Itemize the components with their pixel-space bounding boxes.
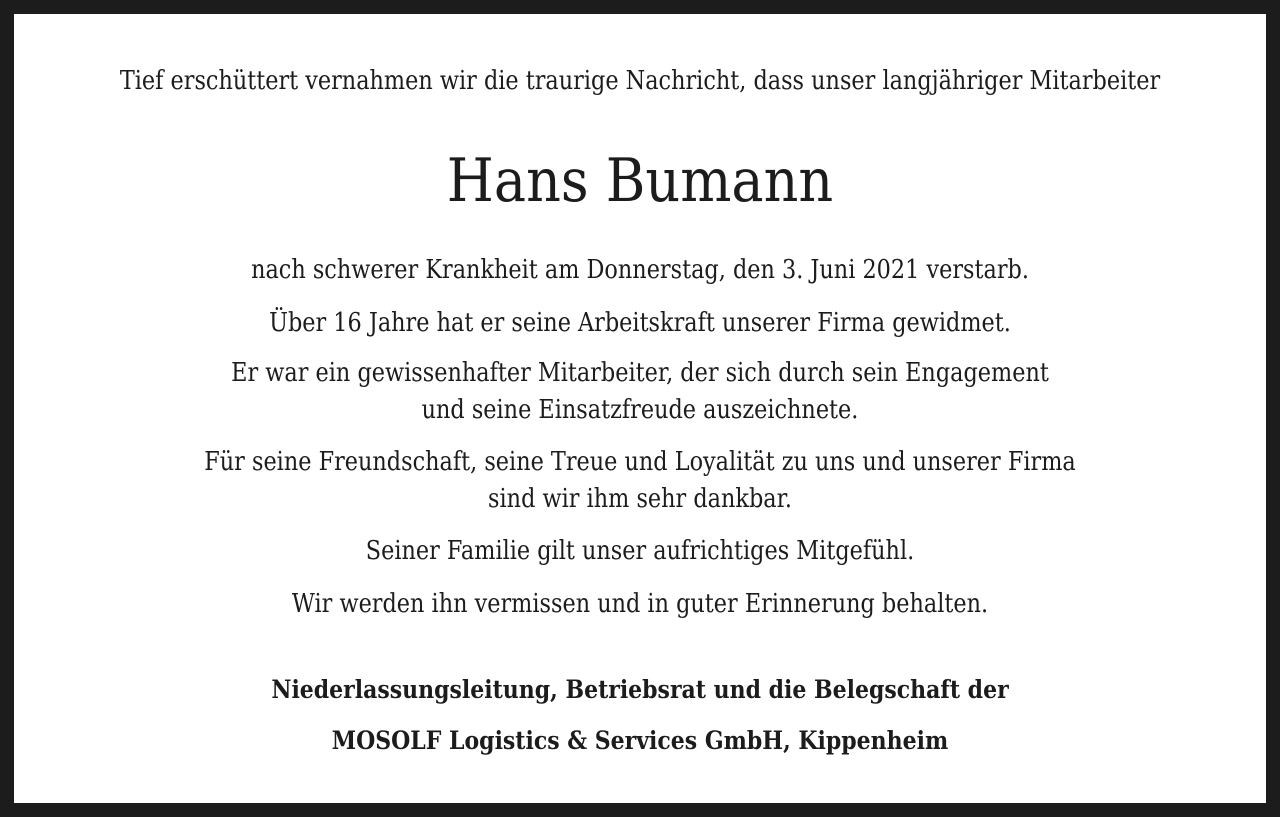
notice-line: Über 16 Jahre hat er seine Arbeitskraft unserer Firma gewidmet. (269, 308, 1011, 338)
notice-line: Wir werden ihn vermissen und in guter Erinnerung behalten. (291, 589, 989, 619)
notice-line: Er war ein gewissenhafter Mitarbeiter, der sich durch sein Engagement (231, 358, 1049, 388)
notice-line: und seine Einsatzfreude auszeichnete. (421, 395, 859, 425)
signature-line: Niederlassungsleitung, Betriebsrat und die Belegschaft der (271, 675, 1009, 704)
notice-line: nach schwerer Krankheit am Donnerstag, den 3. Juni 2021 verstarb. (251, 255, 1029, 285)
notice-line: Seiner Familie gilt unser aufrichtiges Mitgefühl. (365, 536, 915, 566)
deceased-name: Hans Bumann (446, 146, 834, 216)
notice-line: sind wir ihm sehr dankbar. (488, 484, 792, 514)
signature-line: MOSOLF Logistics & Services GmbH, Kippenheim (331, 726, 949, 755)
notice-line: Für seine Freundschaft, seine Treue und Loyalität zu uns und unserer Firma (204, 447, 1076, 477)
notice-content (14, 14, 1266, 803)
intro-text: Tief erschüttert vernahmen wir die traurige Nachricht, dass unser langjähriger Mitarbeiter (119, 66, 1161, 96)
